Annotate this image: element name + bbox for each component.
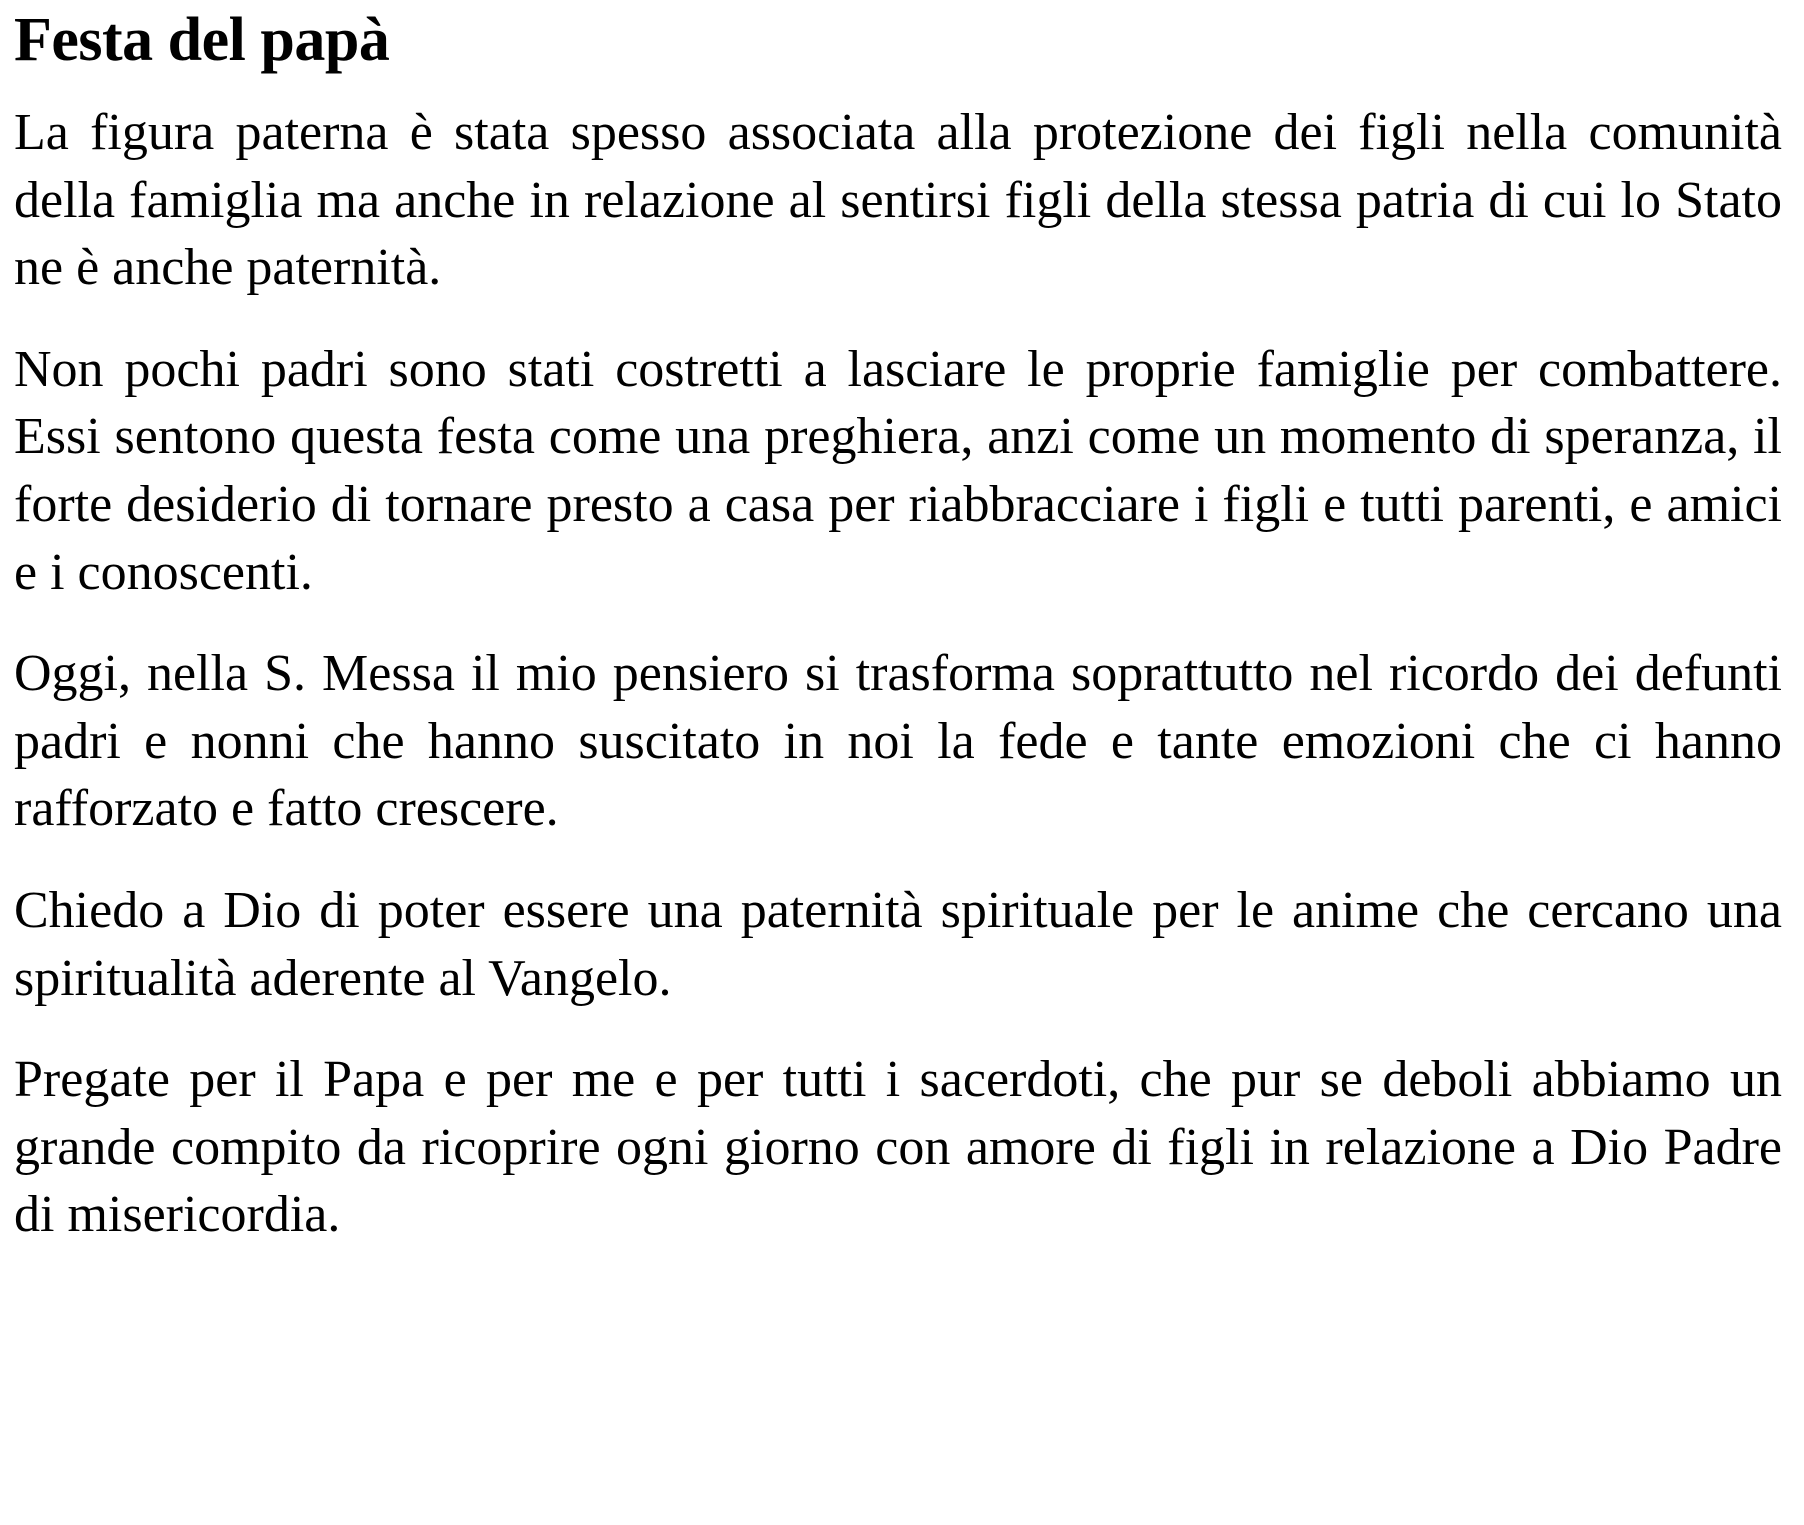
page-title: Festa del papà — [14, 6, 390, 74]
paragraph-1: La figura paterna è stata spesso associata alla protezione dei figli nella comunità della famiglia ma anche in relazione al sentirsi figli della stessa patria di cui lo Stato ne è anche paternità. — [14, 104, 1782, 297]
paragraph-5: Pregate per il Papa e per me e per tutti i sacerdoti, che pur se deboli abbiamo un grande compito da ricoprire ogni giorno con amore di figli in relazione a Dio Padre di misericordia. — [14, 1051, 1782, 1244]
paragraph-2: Non pochi padri sono stati costretti a lasciare le proprie famiglie per combattere. Essi sentono questa festa come una preghiera, anzi come un momento di speranza, il forte desiderio di tornare presto a casa per riabbracciare i figli e tutti parenti, e amici e i conoscenti. — [14, 340, 1782, 601]
document-page — [0, 8, 1804, 1249]
paragraph-4: Chiedo a Dio di poter essere una paternità spirituale per le anime che cercano una spiritualità aderente al Vangelo. — [14, 882, 1782, 1007]
paragraph-3: Oggi, nella S. Messa il mio pensiero si trasforma soprattutto nel ricordo dei defunti padri e nonni che hanno suscitato in noi la fede e tante emozioni che ci hanno rafforzato e fatto crescere. — [14, 645, 1782, 838]
